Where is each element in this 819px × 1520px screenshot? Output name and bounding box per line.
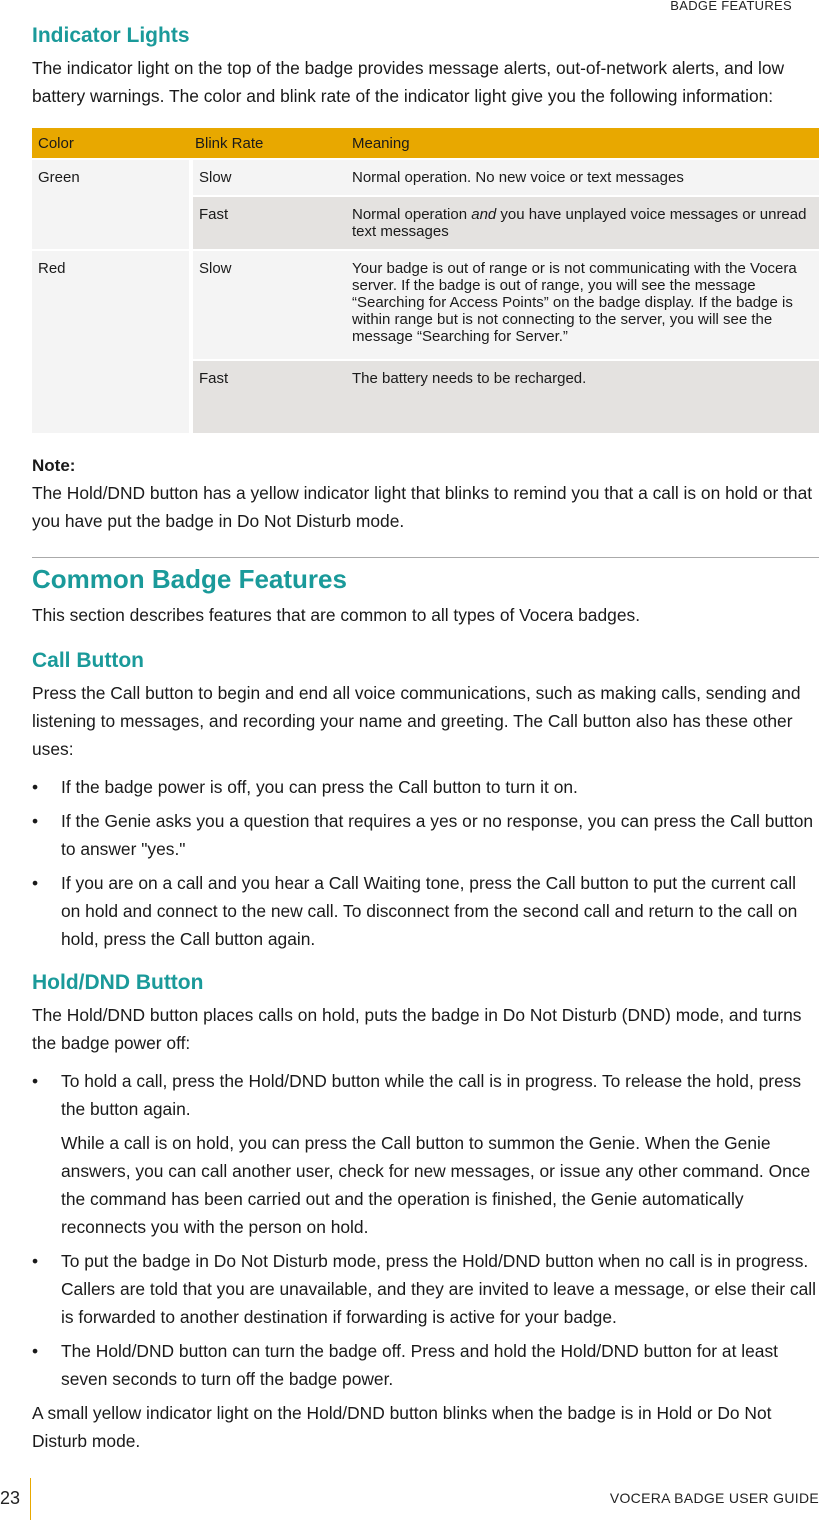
- hold-dnd-closing: A small yellow indicator light on the Hold/DND button blinks when the badge is in Hold or Do Not Disturb mode.: [32, 1403, 772, 1451]
- meaning-text: Normal operation. No new voice or text messages: [352, 169, 684, 186]
- bullet-glyph: •: [32, 777, 39, 797]
- common-features-heading: Common Badge Features: [32, 564, 347, 594]
- table-header-row: [32, 128, 819, 158]
- meaning-text: Normal operation: [352, 206, 472, 223]
- note-text: The Hold/DND button has a yellow indicator light that blinks to remind you that a call is on hold or that you have put the badge in Do Not Disturb mode.: [32, 483, 813, 531]
- list-item: [32, 1067, 819, 1241]
- list-item-subparagraph: While a call is on hold, you can press the Call button to summon the Genie. When the Genie answers, you can call another user, check for new messages, or issue any other command. Once the command has been carried out and the operation is finished, the Genie automatically reconnects you with the person on hold.: [61, 1133, 811, 1237]
- list-item-text: If you are on a call and you hear a Call Waiting tone, press the Call button to put the current call on hold and connect to the new call. To disconnect from the second call and return to the call on hold, press the Call button again.: [61, 873, 798, 949]
- header-blink-rate: Blink Rate: [189, 128, 346, 158]
- page-content: [32, 24, 819, 1455]
- meaning-cell: [346, 361, 819, 433]
- rate-cell: Slow: [189, 251, 346, 359]
- rate-cell: Fast: [189, 361, 346, 433]
- footer-title: VOCERA BADGE USER GUIDE: [609, 1490, 819, 1506]
- meaning-emphasis: and: [471, 206, 497, 223]
- common-features-intro: This section describes features that are common to all types of Vocera badges.: [32, 605, 641, 625]
- rate-cell: Slow: [189, 160, 346, 195]
- bullet-glyph: •: [32, 1251, 39, 1271]
- meaning-cell: [346, 251, 819, 359]
- list-item-text: To hold a call, press the Hold/DND button while the call is in progress. To release the hold, press the button again.: [61, 1071, 802, 1119]
- call-button-heading: Call Button: [32, 649, 144, 672]
- list-item: [32, 807, 819, 863]
- bullet-glyph: •: [32, 1071, 39, 1091]
- meaning-text: The battery needs to be recharged.: [352, 370, 587, 387]
- list-item-text: To put the badge in Do Not Disturb mode, press the Hold/DND button when no call is in progress. Callers are told that you are unavailable, and they are invited to leave a message, or else their call is forwarded to another destination if forwarding is active for your badge.: [61, 1251, 816, 1327]
- indicator-lights-heading: Indicator Lights: [32, 24, 190, 47]
- meaning-text-cont: you have unplayed voice messages or unread text messages: [352, 206, 807, 240]
- note-label: Note:: [32, 456, 76, 475]
- list-item-text: The Hold/DND button can turn the badge off. Press and hold the Hold/DND button for at least seven seconds to turn off the badge power.: [61, 1341, 778, 1389]
- bullet-glyph: •: [32, 873, 39, 893]
- list-item-text: If the Genie asks you a question that requires a yes or no response, you can press the Call button to answer "yes.": [61, 811, 814, 859]
- hold-dnd-list: [32, 1067, 819, 1393]
- running-head: BADGE FEATURES: [670, 0, 792, 13]
- bullet-glyph: •: [32, 1341, 39, 1361]
- header-color: Color: [32, 128, 189, 158]
- list-item: [32, 1247, 819, 1331]
- meaning-cell: [346, 160, 819, 195]
- call-button-intro: Press the Call button to begin and end all voice communications, such as making calls, sending and listening to messages, and recording your name and greeting. The Call button also has these other uses:: [32, 683, 801, 759]
- header-meaning: Meaning: [346, 128, 819, 158]
- page-number: 23: [0, 1488, 21, 1508]
- list-item: [32, 773, 819, 801]
- hold-dnd-intro: The Hold/DND button places calls on hold, puts the badge in Do Not Disturb (DND) mode, and turns the badge power off:: [32, 1005, 802, 1053]
- section-divider: [32, 557, 819, 558]
- call-button-list: [32, 773, 819, 953]
- color-cell-red: Red: [32, 251, 189, 433]
- meaning-text: Your badge is out of range or is not communicating with the Vocera server. If the badge is out of range, you will see the message “Searching for Access Points” on the badge display. If the badge is within range but is not connecting to the server, you will see the message “Searching for Server.”: [352, 260, 797, 345]
- indicator-intro: The indicator light on the top of the badge provides message alerts, out-of-network alerts, and low battery warnings. The color and blink rate of the indicator light give you the following information:: [32, 58, 785, 106]
- table-row: [32, 251, 819, 359]
- indicator-table: [32, 126, 819, 435]
- bullet-glyph: •: [32, 811, 39, 831]
- footer-divider: [30, 1478, 31, 1520]
- list-item-text: If the badge power is off, you can press the Call button to turn it on.: [61, 777, 578, 797]
- list-item: [32, 1337, 819, 1393]
- list-item: [32, 869, 819, 953]
- color-cell-green: Green: [32, 160, 189, 249]
- table-row: [32, 160, 819, 195]
- hold-dnd-heading: Hold/DND Button: [32, 971, 204, 994]
- meaning-cell: [346, 197, 819, 249]
- rate-cell: Fast: [189, 197, 346, 249]
